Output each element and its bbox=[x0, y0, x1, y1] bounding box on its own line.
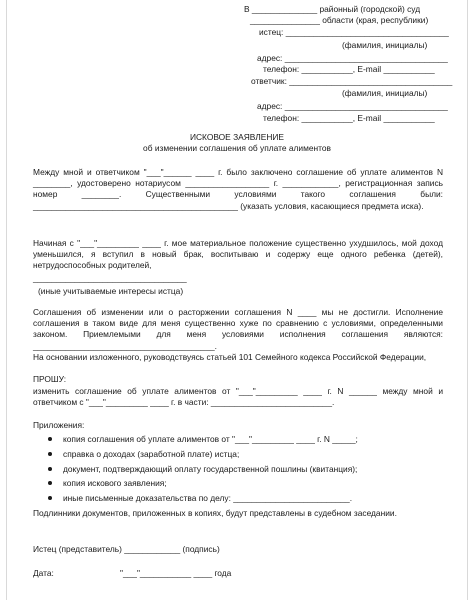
document-subtitle: об изменении соглашения об уплате алиментов bbox=[143, 143, 331, 153]
list-item: копия искового заявления; bbox=[33, 478, 358, 493]
bullet-icon bbox=[48, 496, 52, 500]
bullet-icon bbox=[48, 467, 52, 471]
list-item: документ, подтверждающий оплату государственной пошлины (квитанция); bbox=[33, 464, 358, 479]
plaintiff-address-line: адрес: ___________________________________ bbox=[257, 53, 448, 63]
originals-note: Подлинники документов, приложенных в копиях, будут представлены в судебном заседании. bbox=[33, 508, 397, 518]
date-label: Дата: bbox=[33, 568, 54, 578]
paragraph-agreement: Между мной и ответчиком "___"______ ____ г. было заключено соглашение об уплате алиментов N ________, удостоверено нотариусом __________________ г. ____________, регистрационная запись номер ________. Существенными условиями такого соглашения были: ____________________________________________ (указать условия, касающиеся предмета иска). bbox=[33, 167, 443, 211]
signature-line: Истец (представитель) ____________ (подпись) bbox=[33, 544, 220, 554]
attachments-list bbox=[33, 434, 358, 508]
respondent-phone-line: телефон: ___________, E-mail ___________ bbox=[263, 113, 435, 123]
court-line: В ______________ районный (городской) суд bbox=[244, 4, 421, 14]
paragraph-circumstances: Начиная с "___"_________ ____ г. мое материальное положение существенно ухудшилось, мой доход уменьшился, я вступил в новый брак, воспитываю и содержу еще одного ребенка (детей), нетрудоспособных родителей, bbox=[33, 238, 443, 271]
plaintiff-line: истец: ___________________________________ bbox=[259, 27, 449, 37]
attachments-heading: Приложения: bbox=[33, 420, 85, 430]
respondent-hint: (фамилия, инициалы) bbox=[342, 88, 428, 98]
list-item: справка о доходах (заработной плате) истца; bbox=[33, 449, 358, 464]
plaintiff-phone-line: телефон: ___________, E-mail ___________ bbox=[263, 64, 435, 74]
list-item: копия соглашения об уплате алиментов от "___"_________ ____ г. N _____; bbox=[33, 434, 358, 449]
interests-hint: (иные учитываемые интересы истца) bbox=[38, 286, 184, 296]
region-line: _______________ области (края, республики) bbox=[250, 15, 429, 25]
respondent-line: ответчик: ___________________________________ bbox=[251, 76, 453, 86]
bullet-icon bbox=[48, 452, 52, 456]
bullet-icon bbox=[48, 437, 52, 441]
interests-blank: _________________________________ bbox=[33, 273, 187, 283]
list-item: иные письменные доказательства по делу: _________________________. bbox=[33, 493, 358, 508]
request-text: изменить соглашение об уплате алиментов от "___"_________ ____ г. N ______ между мной и ответчиком с "___"_________ ____ г. в части: __________________________. bbox=[33, 386, 443, 408]
respondent-address-line: адрес: ___________________________________ bbox=[257, 101, 448, 111]
date-value: "___"___________ ____ года bbox=[120, 568, 232, 578]
paragraph-legal-basis: На основании изложенного, руководствуясь статьей 101 Семейного кодекса Российской Федерации, bbox=[33, 352, 427, 362]
page-edge-left bbox=[6, 0, 7, 600]
paragraph-no-agreement: Соглашения об изменении или о расторжении соглашения N ____ мы не достигли. Исполнение соглашения в таком виде для меня существенно хуже по сравнению с условиями, определенными законом. Приемлемыми для меня условиями исполнения соглашения являются: _______________________________________. bbox=[33, 307, 443, 351]
bullet-icon bbox=[48, 481, 52, 485]
plaintiff-hint: (фамилия, инициалы) bbox=[342, 40, 428, 50]
page-edge-right bbox=[467, 0, 468, 600]
document-title: ИСКОВОЕ ЗАЯВЛЕНИЕ bbox=[189, 132, 285, 142]
request-heading: ПРОШУ: bbox=[33, 374, 67, 384]
